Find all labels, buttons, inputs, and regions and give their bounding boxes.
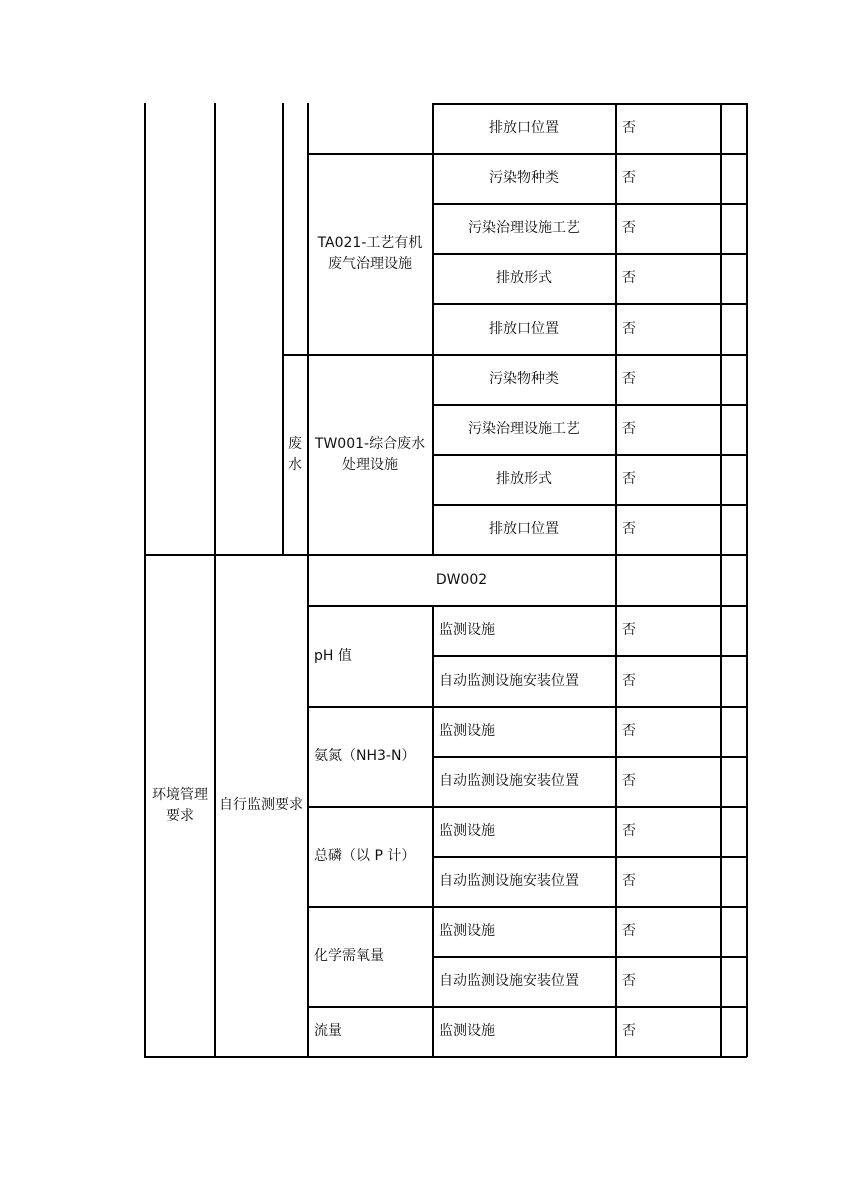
value-cell: 否 — [622, 873, 636, 889]
grid-line — [144, 103, 146, 1057]
item-cell: 污染物种类 — [489, 170, 559, 186]
param-name: 流量 — [314, 1023, 342, 1039]
item-cell: 排放口位置 — [489, 521, 559, 537]
wastewater-label-char: 废 — [288, 435, 302, 452]
subcategory-cell: 自行监测要求 — [219, 797, 303, 813]
value-cell: 否 — [622, 622, 636, 638]
item-cell: 排放口位置 — [489, 120, 559, 136]
grid-line — [144, 1056, 747, 1058]
grid-line — [746, 103, 748, 1057]
item-cell: 监测设施 — [439, 823, 495, 839]
value-cell: 否 — [622, 421, 636, 437]
value-cell: 否 — [622, 723, 636, 739]
grid-line — [214, 103, 216, 1057]
category-cell: 环境管理要求 — [152, 786, 208, 824]
facility-name: TA021-工艺有机废气治理设施 — [317, 235, 423, 272]
value-cell: 否 — [622, 973, 636, 989]
item-cell: 自动监测设施安装位置 — [439, 672, 579, 689]
value-cell: 否 — [622, 120, 636, 136]
outlet-id: DW002 — [435, 571, 488, 588]
item-cell: 监测设施 — [439, 923, 495, 939]
value-cell: 否 — [622, 823, 636, 839]
value-cell: 否 — [622, 672, 636, 689]
item-cell: 自动监测设施安装位置 — [439, 873, 579, 889]
value-cell: 否 — [622, 270, 636, 286]
item-cell: 监测设施 — [439, 723, 495, 739]
value-cell: 否 — [622, 220, 636, 236]
value-cell: 否 — [622, 1023, 636, 1039]
value-cell: 否 — [622, 471, 636, 487]
item-cell: 排放形式 — [496, 270, 552, 286]
param-name: 化学需氧量 — [314, 948, 384, 964]
value-cell: 否 — [622, 773, 636, 789]
item-cell: 监测设施 — [439, 622, 495, 638]
grid-line — [720, 103, 722, 1057]
value-cell: 否 — [622, 320, 636, 337]
param-name: pH 值 — [314, 647, 352, 664]
value-cell: 否 — [622, 371, 636, 387]
value-cell: 否 — [622, 521, 636, 537]
item-cell: 污染物种类 — [489, 371, 559, 387]
item-cell: 排放口位置 — [489, 320, 559, 337]
wastewater-label — [283, 355, 307, 554]
value-cell: 否 — [622, 170, 636, 186]
param-name: 氨氮（NH3-N） — [314, 748, 416, 764]
item-cell: 自动监测设施安装位置 — [439, 773, 579, 789]
wastewater-label-char: 水 — [288, 456, 302, 473]
item-cell: 污染治理设施工艺 — [468, 421, 580, 437]
item-cell: 排放形式 — [496, 471, 552, 487]
item-cell: 自动监测设施安装位置 — [439, 973, 579, 989]
param-name: 总磷（以 P 计） — [314, 848, 416, 864]
item-cell: 监测设施 — [439, 1023, 495, 1039]
value-cell: 否 — [622, 923, 636, 939]
facility-name: TW001-综合废水处理设施 — [314, 435, 426, 473]
item-cell: 污染治理设施工艺 — [468, 220, 580, 236]
